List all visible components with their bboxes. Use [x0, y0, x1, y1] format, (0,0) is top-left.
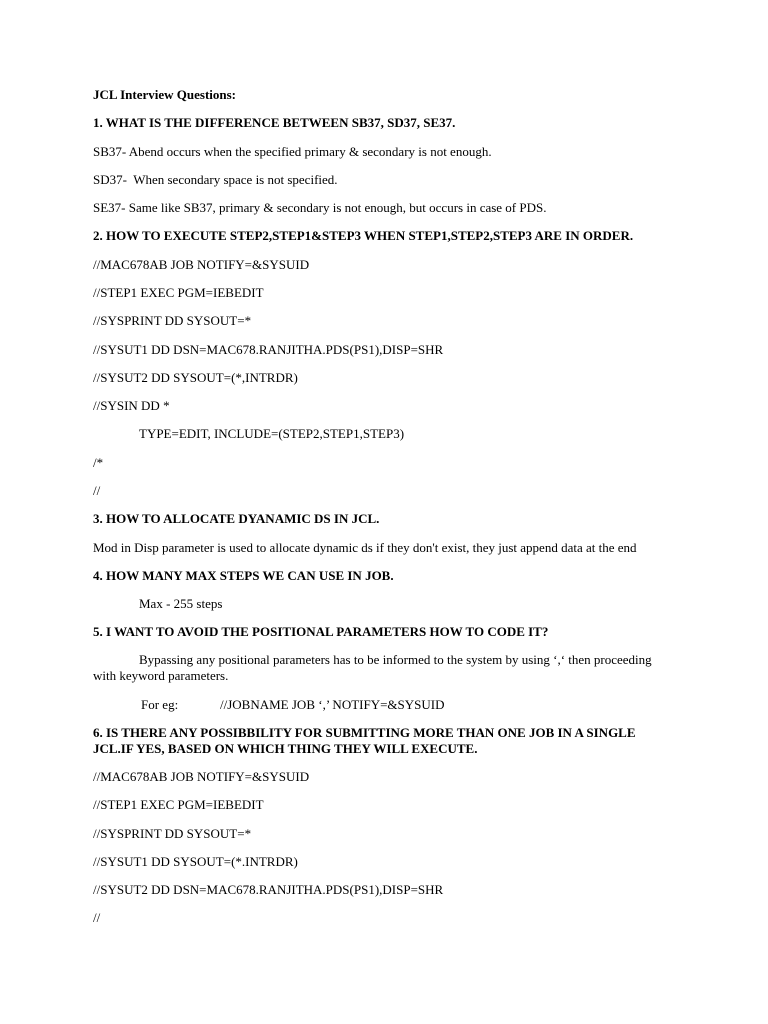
answer-1-sb37: SB37- Abend occurs when the specified primary & secondary is not enough. [93, 144, 492, 159]
question-2-heading: 2. HOW TO EXECUTE STEP2,STEP1&STEP3 WHEN STEP1,STEP2,STEP3 ARE IN ORDER. [93, 228, 634, 243]
code-line: //SYSUT1 DD DSN=MAC678.RANJITHA.PDS(PS1),DISP=SHR [93, 342, 444, 357]
code-line: //SYSPRINT DD SYSOUT=* [93, 826, 252, 841]
question-3-heading: 3. HOW TO ALLOCATE DYANAMIC DS IN JCL. [93, 511, 380, 526]
code-line: //SYSUT2 DD SYSOUT=(*,INTRDR) [93, 370, 298, 385]
code-line-indented: TYPE=EDIT, INCLUDE=(STEP2,STEP1,STEP3) [139, 426, 405, 441]
answer-4: Max - 255 steps [139, 596, 223, 611]
question-4-heading: 4. HOW MANY MAX STEPS WE CAN USE IN JOB. [93, 568, 394, 583]
question-6-heading: 6. IS THERE ANY POSSIBBILITY FOR SUBMITTING MORE THAN ONE JOB IN A SINGLE JCL.IF YES, BASED ON WHICH THING THEY WILL EXECUTE. [93, 725, 636, 756]
answer-1-se37: SE37- Same like SB37, primary & secondary is not enough, but occurs in case of PDS. [93, 200, 547, 215]
code-line: //MAC678AB JOB NOTIFY=&SYSUID [93, 769, 310, 784]
code-line: // [93, 910, 101, 925]
code-line: //STEP1 EXEC PGM=IEBEDIT [93, 285, 264, 300]
answer-5: Bypassing any positional parameters has to be informed to the system by using ‘,‘ then proceeding with keyword parameters. [93, 652, 652, 683]
example-label: For eg: [141, 697, 179, 712]
code-line: // [93, 483, 101, 498]
answer-1-sd37: SD37- When secondary space is not specified. [93, 172, 338, 187]
question-1-heading: 1. WHAT IS THE DIFFERENCE BETWEEN SB37, SD37, SE37. [93, 115, 456, 130]
code-line: //STEP1 EXEC PGM=IEBEDIT [93, 797, 264, 812]
code-line: /* [93, 455, 104, 470]
answer-3: Mod in Disp parameter is used to allocate dynamic ds if they don't exist, they just append data at the end [93, 540, 637, 555]
document-title: JCL Interview Questions: [93, 87, 236, 102]
code-line: //SYSIN DD * [93, 398, 170, 413]
code-line: //MAC678AB JOB NOTIFY=&SYSUID [93, 257, 310, 272]
code-line: //SYSUT1 DD SYSOUT=(*.INTRDR) [93, 854, 298, 869]
example-code: //JOBNAME JOB ‘,’ NOTIFY=&SYSUID [220, 697, 445, 712]
code-line: //SYSUT2 DD DSN=MAC678.RANJITHA.PDS(PS1),DISP=SHR [93, 882, 444, 897]
question-5-heading: 5. I WANT TO AVOID THE POSITIONAL PARAMETERS HOW TO CODE IT? [93, 624, 549, 639]
code-line: //SYSPRINT DD SYSOUT=* [93, 313, 252, 328]
